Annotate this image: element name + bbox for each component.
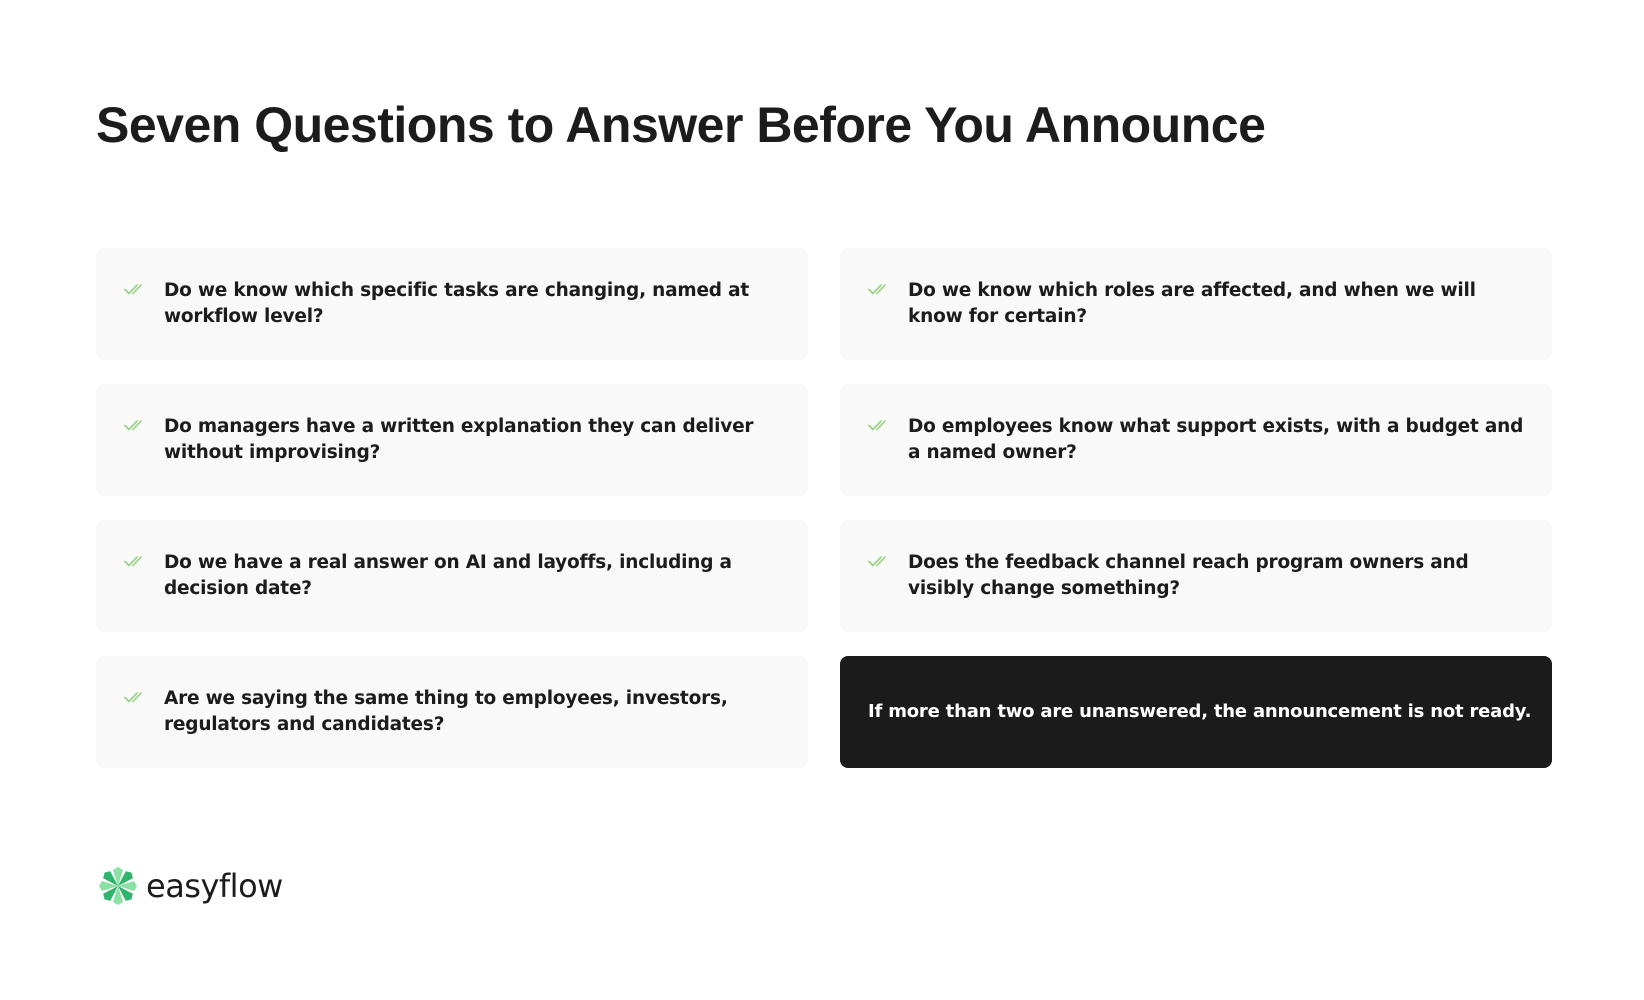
- double-check-icon: [868, 282, 892, 296]
- question-text: Do we know which roles are affected, and when we will know for certain?: [908, 280, 1476, 327]
- question-card-7: [96, 656, 808, 768]
- question-card-5: [96, 520, 808, 632]
- question-text: Are we saying the same thing to employees, investors, regulators and candidates?: [164, 688, 728, 735]
- readiness-callout: [840, 656, 1552, 768]
- easyflow-logo-icon: [98, 866, 138, 906]
- question-card-4: [840, 384, 1552, 496]
- double-check-icon: [124, 418, 148, 432]
- question-text: Do managers have a written explanation they can deliver without improvising?: [164, 416, 754, 463]
- callout-text: If more than two are unanswered, the announcement is not ready.: [868, 701, 1532, 722]
- questions-grid: [96, 248, 1552, 768]
- double-check-icon: [124, 282, 148, 296]
- question-text: Does the feedback channel reach program owners and visibly change something?: [908, 552, 1469, 599]
- double-check-icon: [868, 418, 892, 432]
- question-card-6: [840, 520, 1552, 632]
- question-text: Do we have a real answer on AI and layoffs, including a decision date?: [164, 552, 732, 599]
- brand-logo: [98, 866, 283, 906]
- question-card-2: [840, 248, 1552, 360]
- question-card-3: [96, 384, 808, 496]
- page-title: Seven Questions to Answer Before You Announce: [96, 97, 1266, 153]
- question-text: Do employees know what support exists, with a budget and a named owner?: [908, 416, 1524, 463]
- double-check-icon: [124, 554, 148, 568]
- question-card-1: [96, 248, 808, 360]
- double-check-icon: [124, 690, 148, 704]
- question-text: Do we know which specific tasks are changing, named at workflow level?: [164, 280, 750, 327]
- double-check-icon: [868, 554, 892, 568]
- brand-name: easyflow: [146, 867, 283, 905]
